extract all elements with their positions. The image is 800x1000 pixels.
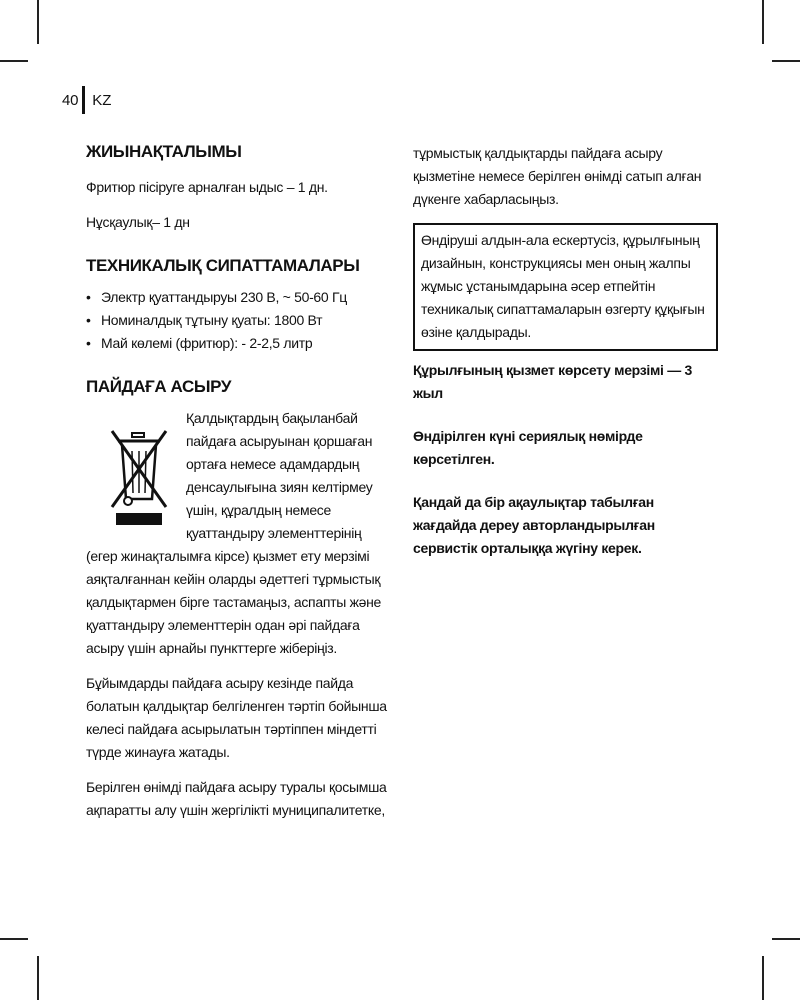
header-divider: [82, 86, 85, 114]
crop-mark-top-left-h: [0, 60, 28, 62]
crop-mark-top-right-h: [772, 60, 800, 62]
crop-mark-top-left-v: [37, 0, 39, 44]
specs-list: [86, 286, 391, 355]
manufacturer-notice-box: [413, 223, 718, 351]
contents-item: Фритюр пісіруге арналған ыдыс – 1 дн.: [86, 179, 328, 195]
language-code: KZ: [92, 91, 112, 109]
disposal-paragraph-1: Қалдықтардың бақыланбай пайдаға асыруынан қоршаған ортаға немесе адамдардың денсаулығына зиян келтірмеу үшін, құралдың немесе қуаттандыру элементтерінің (егер жинақталымға кірсе) қызмет ету мерзімі аяқталғаннан кейін оларды әдеттегі тұрмыстық қалдықтармен бірге тастамаңыз, аспапты және қуаттандыру элементтерін одан әрі пайдаға асыру үшін арнайы пункттерге жіберіңіз.: [86, 410, 382, 656]
right-column: [413, 142, 718, 560]
manufacturer-notice-text: Өндіруші алдын-ала ескертусіз, құрылғының дизайнын, конструкциясы мен оның жалпы жұмыс ұстанымдарына әсер етпейтін техникалық сипаттамаларын өзгерту құқығын өзіне қалдырады.: [421, 232, 705, 340]
crop-mark-top-right-v: [762, 0, 764, 44]
service-life-text: Құрылғының қызмет көрсету мерзімі — 3 жыл: [413, 362, 693, 401]
disposal-paragraph-2: Бұйымдарды пайдаға асыру кезінде пайда болатын қалдықтар белгіленген тәртіп бойынша келесі пайдаға асырылатын тәртіппен міндетті түрде жинауға жатады.: [86, 675, 387, 760]
crop-mark-bottom-right-v: [762, 956, 764, 1000]
spec-item: • Электр қуаттандыруы 230 В, ~ 50-60 Гц: [86, 286, 391, 309]
spec-item: • Май көлемі (фритюр): - 2-2,5 литр: [86, 332, 391, 355]
spec-item: • Номиналдық тұтыну қуаты: 1800 Вт: [86, 309, 391, 332]
page-number: 40: [62, 91, 79, 109]
section-title-contents: ЖИЫНАҚТАЛЫМЫ: [86, 142, 242, 161]
section-title-disposal: ПАЙДАҒА АСЫРУ: [86, 377, 232, 396]
crop-mark-bottom-left-h: [0, 938, 28, 940]
left-column: [86, 140, 391, 822]
crop-mark-bottom-left-v: [37, 956, 39, 1000]
crop-mark-bottom-right-h: [772, 938, 800, 940]
disposal-paragraph-continued: тұрмыстық қалдықтарды пайдаға асыру қызметіне немесе берілген өнімді сатып алған дүкенге хабарласыңыз.: [413, 145, 702, 207]
production-date-text: Өндірілген күні сериялық нөмірде көрсетілген.: [413, 428, 643, 467]
disposal-paragraph-3: Берілген өнімді пайдаға асыру туралы қосымша ақпаратты алу үшін жергілікті муниципалитетке,: [86, 779, 387, 818]
contents-item: Нұсқаулық– 1 дн: [86, 214, 190, 230]
crossed-out-wheelie-bin-icon: [106, 411, 172, 527]
defects-text: Қандай да бір ақаулықтар табылған жағдайда дереу авторландырылған сервистік орталыққа жүгіну керек.: [413, 494, 655, 556]
page-header: [62, 86, 111, 114]
section-title-specs: ТЕХНИКАЛЫҚ СИПАТТАМАЛАРЫ: [86, 256, 360, 275]
disposal-block: [86, 407, 391, 660]
